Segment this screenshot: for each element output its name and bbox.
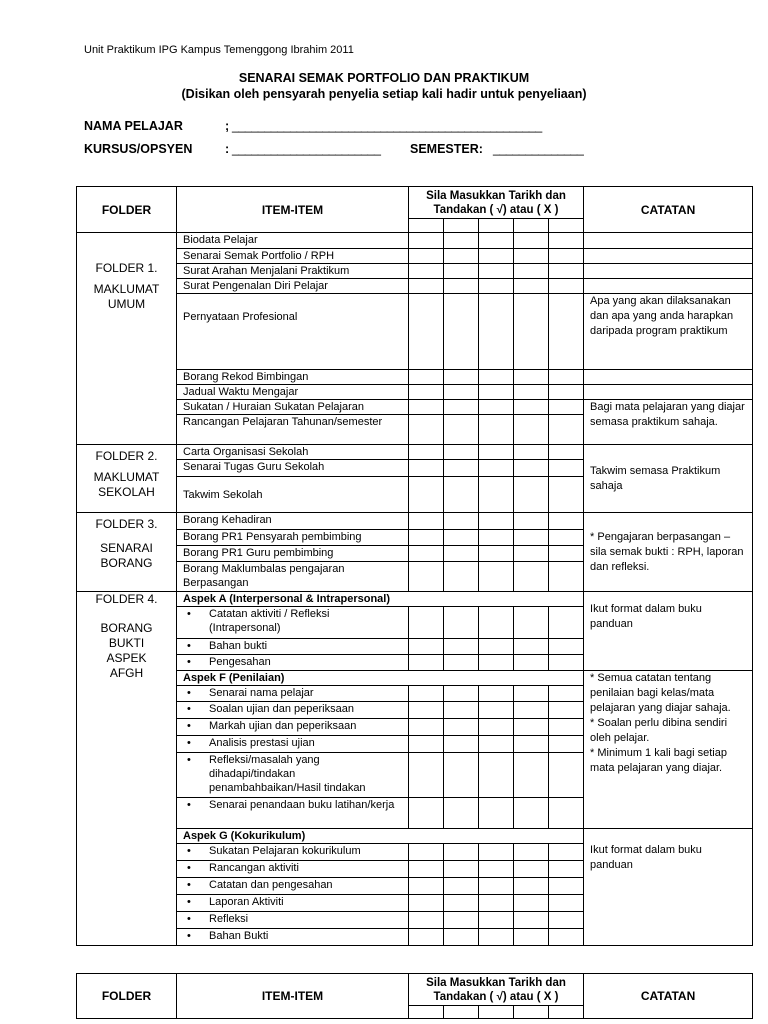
folder-2-cell xyxy=(77,445,177,513)
aspek-a-heading: Aspek A (Interpersonal & Intrapersonal) xyxy=(177,592,584,607)
check-cell[interactable] xyxy=(409,736,444,753)
bullet-icon: • xyxy=(187,913,191,925)
check-cell[interactable] xyxy=(444,385,479,400)
note-aspek-g: Ikut format dalam buku panduan xyxy=(584,829,753,946)
check-cell[interactable] xyxy=(479,929,514,946)
header-date-check: Sila Masukkan Tarikh dan Tandakan ( √) atau ( X ) xyxy=(409,974,584,1006)
check-cell[interactable] xyxy=(409,233,444,249)
check-cell[interactable] xyxy=(409,546,444,562)
check-cell[interactable] xyxy=(514,249,549,264)
check-cell[interactable] xyxy=(479,753,514,798)
check-cell[interactable] xyxy=(479,264,514,279)
check-cell[interactable] xyxy=(549,415,584,445)
check-cell[interactable] xyxy=(409,895,444,912)
check-cell[interactable] xyxy=(444,546,479,562)
check-cell[interactable] xyxy=(514,753,549,798)
check-cell[interactable] xyxy=(479,736,514,753)
check-cell[interactable] xyxy=(444,264,479,279)
header-catatan: CATATAN xyxy=(584,187,753,233)
check-cell[interactable] xyxy=(444,513,479,530)
list-item: • Bahan Bukti xyxy=(177,929,409,946)
folder-1-desc: MAKLUMAT UMUM xyxy=(93,282,160,311)
bullet-icon: • xyxy=(187,737,191,749)
note-cell xyxy=(584,233,753,249)
check-cell[interactable] xyxy=(549,385,584,400)
check-cell[interactable] xyxy=(514,460,549,477)
aspek-g-heading: Aspek G (Kokurikulum) xyxy=(177,829,584,844)
check-cell[interactable] xyxy=(514,686,549,702)
date-cell[interactable] xyxy=(479,219,514,233)
check-cell[interactable] xyxy=(444,719,479,736)
check-cell[interactable] xyxy=(444,477,479,513)
check-cell[interactable] xyxy=(549,702,584,719)
list-item: Pernyataan Profesional xyxy=(177,294,409,370)
list-item: Carta Organisasi Sekolah xyxy=(177,445,409,460)
document-title: SENARAI SEMAK PORTFOLIO DAN PRAKTIKUM xyxy=(238,71,530,85)
check-cell[interactable] xyxy=(409,929,444,946)
check-cell[interactable] xyxy=(479,607,514,639)
check-cell[interactable] xyxy=(444,562,479,592)
check-cell[interactable] xyxy=(444,249,479,264)
list-item: Borang Maklumbalas pengajaran Berpasangan xyxy=(177,562,409,592)
check-cell[interactable] xyxy=(514,655,549,671)
note-borang: * Pengajaran berpasangan – sila semak bukti : RPH, laporan dan refleksi. xyxy=(584,513,753,592)
check-cell[interactable] xyxy=(479,385,514,400)
note-takwim: Takwim semasa Praktikum sahaja xyxy=(584,445,753,513)
check-cell[interactable] xyxy=(479,844,514,861)
list-item: • Sukatan Pelajaran kokurikulum xyxy=(177,844,409,861)
bullet-icon: • xyxy=(187,687,191,699)
list-item: Borang Kehadiran xyxy=(177,513,409,530)
bullet-icon: • xyxy=(187,608,191,620)
check-cell[interactable] xyxy=(479,445,514,460)
bullet-icon: • xyxy=(187,845,191,857)
check-cell[interactable] xyxy=(479,400,514,415)
bullet-icon: • xyxy=(187,640,191,652)
bullet-icon: • xyxy=(187,879,191,891)
check-cell[interactable] xyxy=(444,445,479,460)
check-cell[interactable] xyxy=(514,513,549,530)
list-item: • Soalan ujian dan peperiksaan xyxy=(177,702,409,719)
check-cell[interactable] xyxy=(409,385,444,400)
bullet-icon: • xyxy=(187,754,191,766)
check-cell[interactable] xyxy=(549,513,584,530)
check-cell[interactable] xyxy=(409,294,444,370)
check-cell[interactable] xyxy=(514,400,549,415)
check-cell[interactable] xyxy=(514,736,549,753)
check-cell[interactable] xyxy=(549,477,584,513)
check-cell[interactable] xyxy=(409,445,444,460)
check-cell[interactable] xyxy=(514,370,549,385)
note-cell xyxy=(584,249,753,264)
check-cell[interactable] xyxy=(479,460,514,477)
list-item: Senarai Semak Portfolio / RPH xyxy=(177,249,409,264)
check-cell[interactable] xyxy=(479,861,514,878)
nama-colon: ; xyxy=(225,119,230,133)
check-cell[interactable] xyxy=(479,719,514,736)
list-item: • Analisis prestasi ujian xyxy=(177,736,409,753)
folder-3-desc: SENARAI BORANG xyxy=(100,541,153,570)
list-item: Borang PR1 Guru pembimbing xyxy=(177,546,409,562)
check-cell[interactable] xyxy=(409,370,444,385)
folder-3-cell xyxy=(77,513,177,592)
check-cell[interactable] xyxy=(444,639,479,655)
check-cell[interactable] xyxy=(479,895,514,912)
date-cell[interactable] xyxy=(479,1006,514,1019)
list-item: • Markah ujian dan peperiksaan xyxy=(177,719,409,736)
list-item: Takwim Sekolah xyxy=(177,477,409,513)
check-cell[interactable] xyxy=(479,798,514,829)
date-cell[interactable] xyxy=(514,1006,549,1019)
date-cell[interactable] xyxy=(549,1006,584,1019)
check-cell[interactable] xyxy=(444,753,479,798)
check-cell[interactable] xyxy=(514,639,549,655)
check-cell[interactable] xyxy=(444,895,479,912)
check-cell[interactable] xyxy=(549,607,584,639)
check-cell[interactable] xyxy=(549,370,584,385)
date-cell[interactable] xyxy=(409,1006,444,1019)
note-cell xyxy=(584,385,753,400)
check-cell[interactable] xyxy=(479,415,514,445)
check-cell[interactable] xyxy=(549,264,584,279)
check-cell[interactable] xyxy=(409,460,444,477)
check-cell[interactable] xyxy=(549,233,584,249)
list-item: Biodata Pelajar xyxy=(177,233,409,249)
nama-pelajar-field[interactable]: ________________________________________________ xyxy=(232,119,542,133)
header-items: ITEM-ITEM xyxy=(177,974,409,1019)
check-cell[interactable] xyxy=(409,844,444,861)
folder-1-cell xyxy=(77,233,177,445)
check-cell[interactable] xyxy=(549,530,584,546)
check-cell[interactable] xyxy=(409,607,444,639)
check-cell[interactable] xyxy=(444,370,479,385)
check-cell[interactable] xyxy=(514,530,549,546)
check-cell[interactable] xyxy=(479,279,514,294)
check-cell[interactable] xyxy=(549,753,584,798)
check-cell[interactable] xyxy=(549,912,584,929)
check-cell[interactable] xyxy=(444,233,479,249)
check-cell[interactable] xyxy=(444,702,479,719)
check-cell[interactable] xyxy=(549,562,584,592)
folder-1-name: FOLDER 1. xyxy=(95,261,158,275)
header-folder: FOLDER xyxy=(77,974,177,1019)
check-cell[interactable] xyxy=(479,686,514,702)
check-cell[interactable] xyxy=(444,929,479,946)
check-cell[interactable] xyxy=(409,686,444,702)
check-cell[interactable] xyxy=(409,279,444,294)
bullet-icon: • xyxy=(187,720,191,732)
folder-3-name: FOLDER 3. xyxy=(95,517,158,531)
check-cell[interactable] xyxy=(549,686,584,702)
folder-2-desc: MAKLUMAT SEKOLAH xyxy=(93,470,160,499)
header-date-check: Sila Masukkan Tarikh dan Tandakan ( √) atau ( X ) xyxy=(409,187,584,219)
check-cell[interactable] xyxy=(444,400,479,415)
check-cell[interactable] xyxy=(479,912,514,929)
list-item: Jadual Waktu Mengajar xyxy=(177,385,409,400)
list-item: Surat Arahan Menjalani Praktikum xyxy=(177,264,409,279)
check-cell[interactable] xyxy=(444,415,479,445)
note-sukatan: Bagi mata pelajaran yang diajar semasa praktikum sahaja. xyxy=(584,400,753,445)
check-cell[interactable] xyxy=(409,400,444,415)
check-cell[interactable] xyxy=(514,929,549,946)
check-cell[interactable] xyxy=(514,912,549,929)
check-cell[interactable] xyxy=(444,686,479,702)
list-item: • Pengesahan xyxy=(177,655,409,671)
check-cell[interactable] xyxy=(549,895,584,912)
check-cell[interactable] xyxy=(479,562,514,592)
check-cell[interactable] xyxy=(409,562,444,592)
check-cell[interactable] xyxy=(409,878,444,895)
header-catatan: CATATAN xyxy=(584,974,753,1019)
note-cell xyxy=(584,370,753,385)
check-cell[interactable] xyxy=(514,279,549,294)
check-cell[interactable] xyxy=(479,233,514,249)
list-item: • Refleksi/masalah yang dihadapi/tindakan penambahbaikan/Hasil tindakan xyxy=(177,753,409,798)
semester-field[interactable]: ______________ xyxy=(493,142,584,156)
check-cell[interactable] xyxy=(549,861,584,878)
nama-pelajar-label: NAMA PELAJAR xyxy=(84,119,183,133)
check-cell[interactable] xyxy=(479,477,514,513)
check-cell[interactable] xyxy=(479,513,514,530)
check-cell[interactable] xyxy=(444,878,479,895)
semester-label: SEMESTER: xyxy=(410,142,483,156)
check-cell[interactable] xyxy=(514,878,549,895)
list-item: • Catatan aktiviti / Refleksi (Intrapersonal) xyxy=(177,607,409,639)
bullet-icon: • xyxy=(187,862,191,874)
date-cell[interactable] xyxy=(444,219,479,233)
list-item: Borang PR1 Pensyarah pembimbing xyxy=(177,530,409,546)
check-cell[interactable] xyxy=(444,460,479,477)
check-cell[interactable] xyxy=(409,513,444,530)
check-cell[interactable] xyxy=(409,639,444,655)
check-cell[interactable] xyxy=(479,655,514,671)
check-cell[interactable] xyxy=(514,562,549,592)
folder-4-cell xyxy=(77,592,177,946)
folder-4-desc: BORANG BUKTI ASPEK AFGH xyxy=(100,621,153,680)
check-cell[interactable] xyxy=(514,445,549,460)
check-cell[interactable] xyxy=(409,264,444,279)
document-subtitle: (Disikan oleh pensyarah penyelia setiap kali hadir untuk penyeliaan) xyxy=(181,87,587,101)
check-cell[interactable] xyxy=(549,546,584,562)
check-cell[interactable] xyxy=(514,702,549,719)
note-aspek-f: * Semua catatan tentang penilaian bagi kelas/mata pelajaran yang diajar sahaja. * Soalan perlu dibina sendiri oleh pelajar. * Minimum 1 kali bagi setiap mata pelajaran yang diajar. xyxy=(584,671,753,829)
list-item: • Catatan dan pengesahan xyxy=(177,878,409,895)
check-cell[interactable] xyxy=(514,385,549,400)
check-cell[interactable] xyxy=(514,798,549,829)
list-item: Sukatan / Huraian Sukatan Pelajaran xyxy=(177,400,409,415)
check-cell[interactable] xyxy=(549,460,584,477)
check-cell[interactable] xyxy=(514,546,549,562)
folder-2-name: FOLDER 2. xyxy=(95,449,158,463)
check-cell[interactable] xyxy=(549,249,584,264)
check-cell[interactable] xyxy=(549,878,584,895)
check-cell[interactable] xyxy=(409,719,444,736)
check-cell[interactable] xyxy=(549,655,584,671)
header-folder: FOLDER xyxy=(77,187,177,233)
checklist-table-continued xyxy=(76,973,753,1019)
check-cell[interactable] xyxy=(479,639,514,655)
header-items: ITEM-ITEM xyxy=(177,187,409,233)
list-item: Borang Rekod Bimbingan xyxy=(177,370,409,385)
bullet-icon: • xyxy=(187,930,191,942)
check-cell[interactable] xyxy=(549,719,584,736)
date-cell[interactable] xyxy=(549,219,584,233)
check-cell[interactable] xyxy=(479,702,514,719)
kursus-colon: : xyxy=(225,142,230,156)
list-item: • Refleksi xyxy=(177,912,409,929)
check-cell[interactable] xyxy=(444,736,479,753)
note-cell xyxy=(584,264,753,279)
list-item: • Laporan Aktiviti xyxy=(177,895,409,912)
check-cell[interactable] xyxy=(514,719,549,736)
check-cell[interactable] xyxy=(444,279,479,294)
check-cell[interactable] xyxy=(409,249,444,264)
check-cell[interactable] xyxy=(514,895,549,912)
check-cell[interactable] xyxy=(514,477,549,513)
check-cell[interactable] xyxy=(409,530,444,546)
check-cell[interactable] xyxy=(409,798,444,829)
check-cell[interactable] xyxy=(409,753,444,798)
check-cell[interactable] xyxy=(479,546,514,562)
check-cell[interactable] xyxy=(409,861,444,878)
folder-4-name: FOLDER 4. xyxy=(95,592,158,606)
check-cell[interactable] xyxy=(514,861,549,878)
check-cell[interactable] xyxy=(409,912,444,929)
list-item: • Senarai nama pelajar xyxy=(177,686,409,702)
check-cell[interactable] xyxy=(549,639,584,655)
check-cell[interactable] xyxy=(479,530,514,546)
kursus-opsyen-label: KURSUS/OPSYEN xyxy=(84,142,193,156)
check-cell[interactable] xyxy=(514,264,549,279)
kursus-opsyen-field[interactable]: _______________________ xyxy=(232,142,381,156)
aspek-f-heading: Aspek F (Penilaian) xyxy=(177,671,584,686)
check-cell[interactable] xyxy=(444,655,479,671)
bullet-icon: • xyxy=(187,703,191,715)
list-item: Rancangan Pelajaran Tahunan/semester xyxy=(177,415,409,445)
check-cell[interactable] xyxy=(479,294,514,370)
note-cell xyxy=(584,279,753,294)
check-cell[interactable] xyxy=(549,294,584,370)
check-cell[interactable] xyxy=(549,279,584,294)
check-cell[interactable] xyxy=(444,530,479,546)
check-cell[interactable] xyxy=(549,798,584,829)
bullet-icon: • xyxy=(187,656,191,668)
check-cell[interactable] xyxy=(409,655,444,671)
check-cell[interactable] xyxy=(479,249,514,264)
list-item: Senarai Tugas Guru Sekolah xyxy=(177,460,409,477)
list-item: • Bahan bukti xyxy=(177,639,409,655)
date-cell[interactable] xyxy=(444,1006,479,1019)
check-cell[interactable] xyxy=(479,878,514,895)
check-cell[interactable] xyxy=(409,477,444,513)
check-cell[interactable] xyxy=(444,607,479,639)
list-item: • Rancangan aktiviti xyxy=(177,861,409,878)
check-cell[interactable] xyxy=(444,912,479,929)
document-header: Unit Praktikum IPG Kampus Temenggong Ibrahim 2011 xyxy=(84,44,354,56)
check-cell[interactable] xyxy=(514,415,549,445)
check-cell[interactable] xyxy=(514,233,549,249)
check-cell[interactable] xyxy=(514,294,549,370)
note-pernyataan: Apa yang akan dilaksanakan dan apa yang anda harapkan daripada program praktikum xyxy=(584,294,753,370)
check-cell[interactable] xyxy=(444,844,479,861)
date-cell[interactable] xyxy=(409,219,444,233)
check-cell[interactable] xyxy=(444,294,479,370)
list-item: Surat Pengenalan Diri Pelajar xyxy=(177,279,409,294)
check-cell[interactable] xyxy=(549,929,584,946)
bullet-icon: • xyxy=(187,896,191,908)
note-aspek-a: Ikut format dalam buku panduan xyxy=(584,592,753,671)
check-cell[interactable] xyxy=(479,370,514,385)
date-cell[interactable] xyxy=(514,219,549,233)
check-cell[interactable] xyxy=(444,798,479,829)
check-cell[interactable] xyxy=(549,445,584,460)
list-item: • Senarai penandaan buku latihan/kerja xyxy=(177,798,409,829)
check-cell[interactable] xyxy=(444,861,479,878)
check-cell[interactable] xyxy=(549,400,584,415)
bullet-icon: • xyxy=(187,799,191,811)
check-cell[interactable] xyxy=(409,415,444,445)
checklist-table xyxy=(76,186,753,946)
check-cell[interactable] xyxy=(549,844,584,861)
check-cell[interactable] xyxy=(514,844,549,861)
check-cell[interactable] xyxy=(549,736,584,753)
check-cell[interactable] xyxy=(409,702,444,719)
check-cell[interactable] xyxy=(514,607,549,639)
